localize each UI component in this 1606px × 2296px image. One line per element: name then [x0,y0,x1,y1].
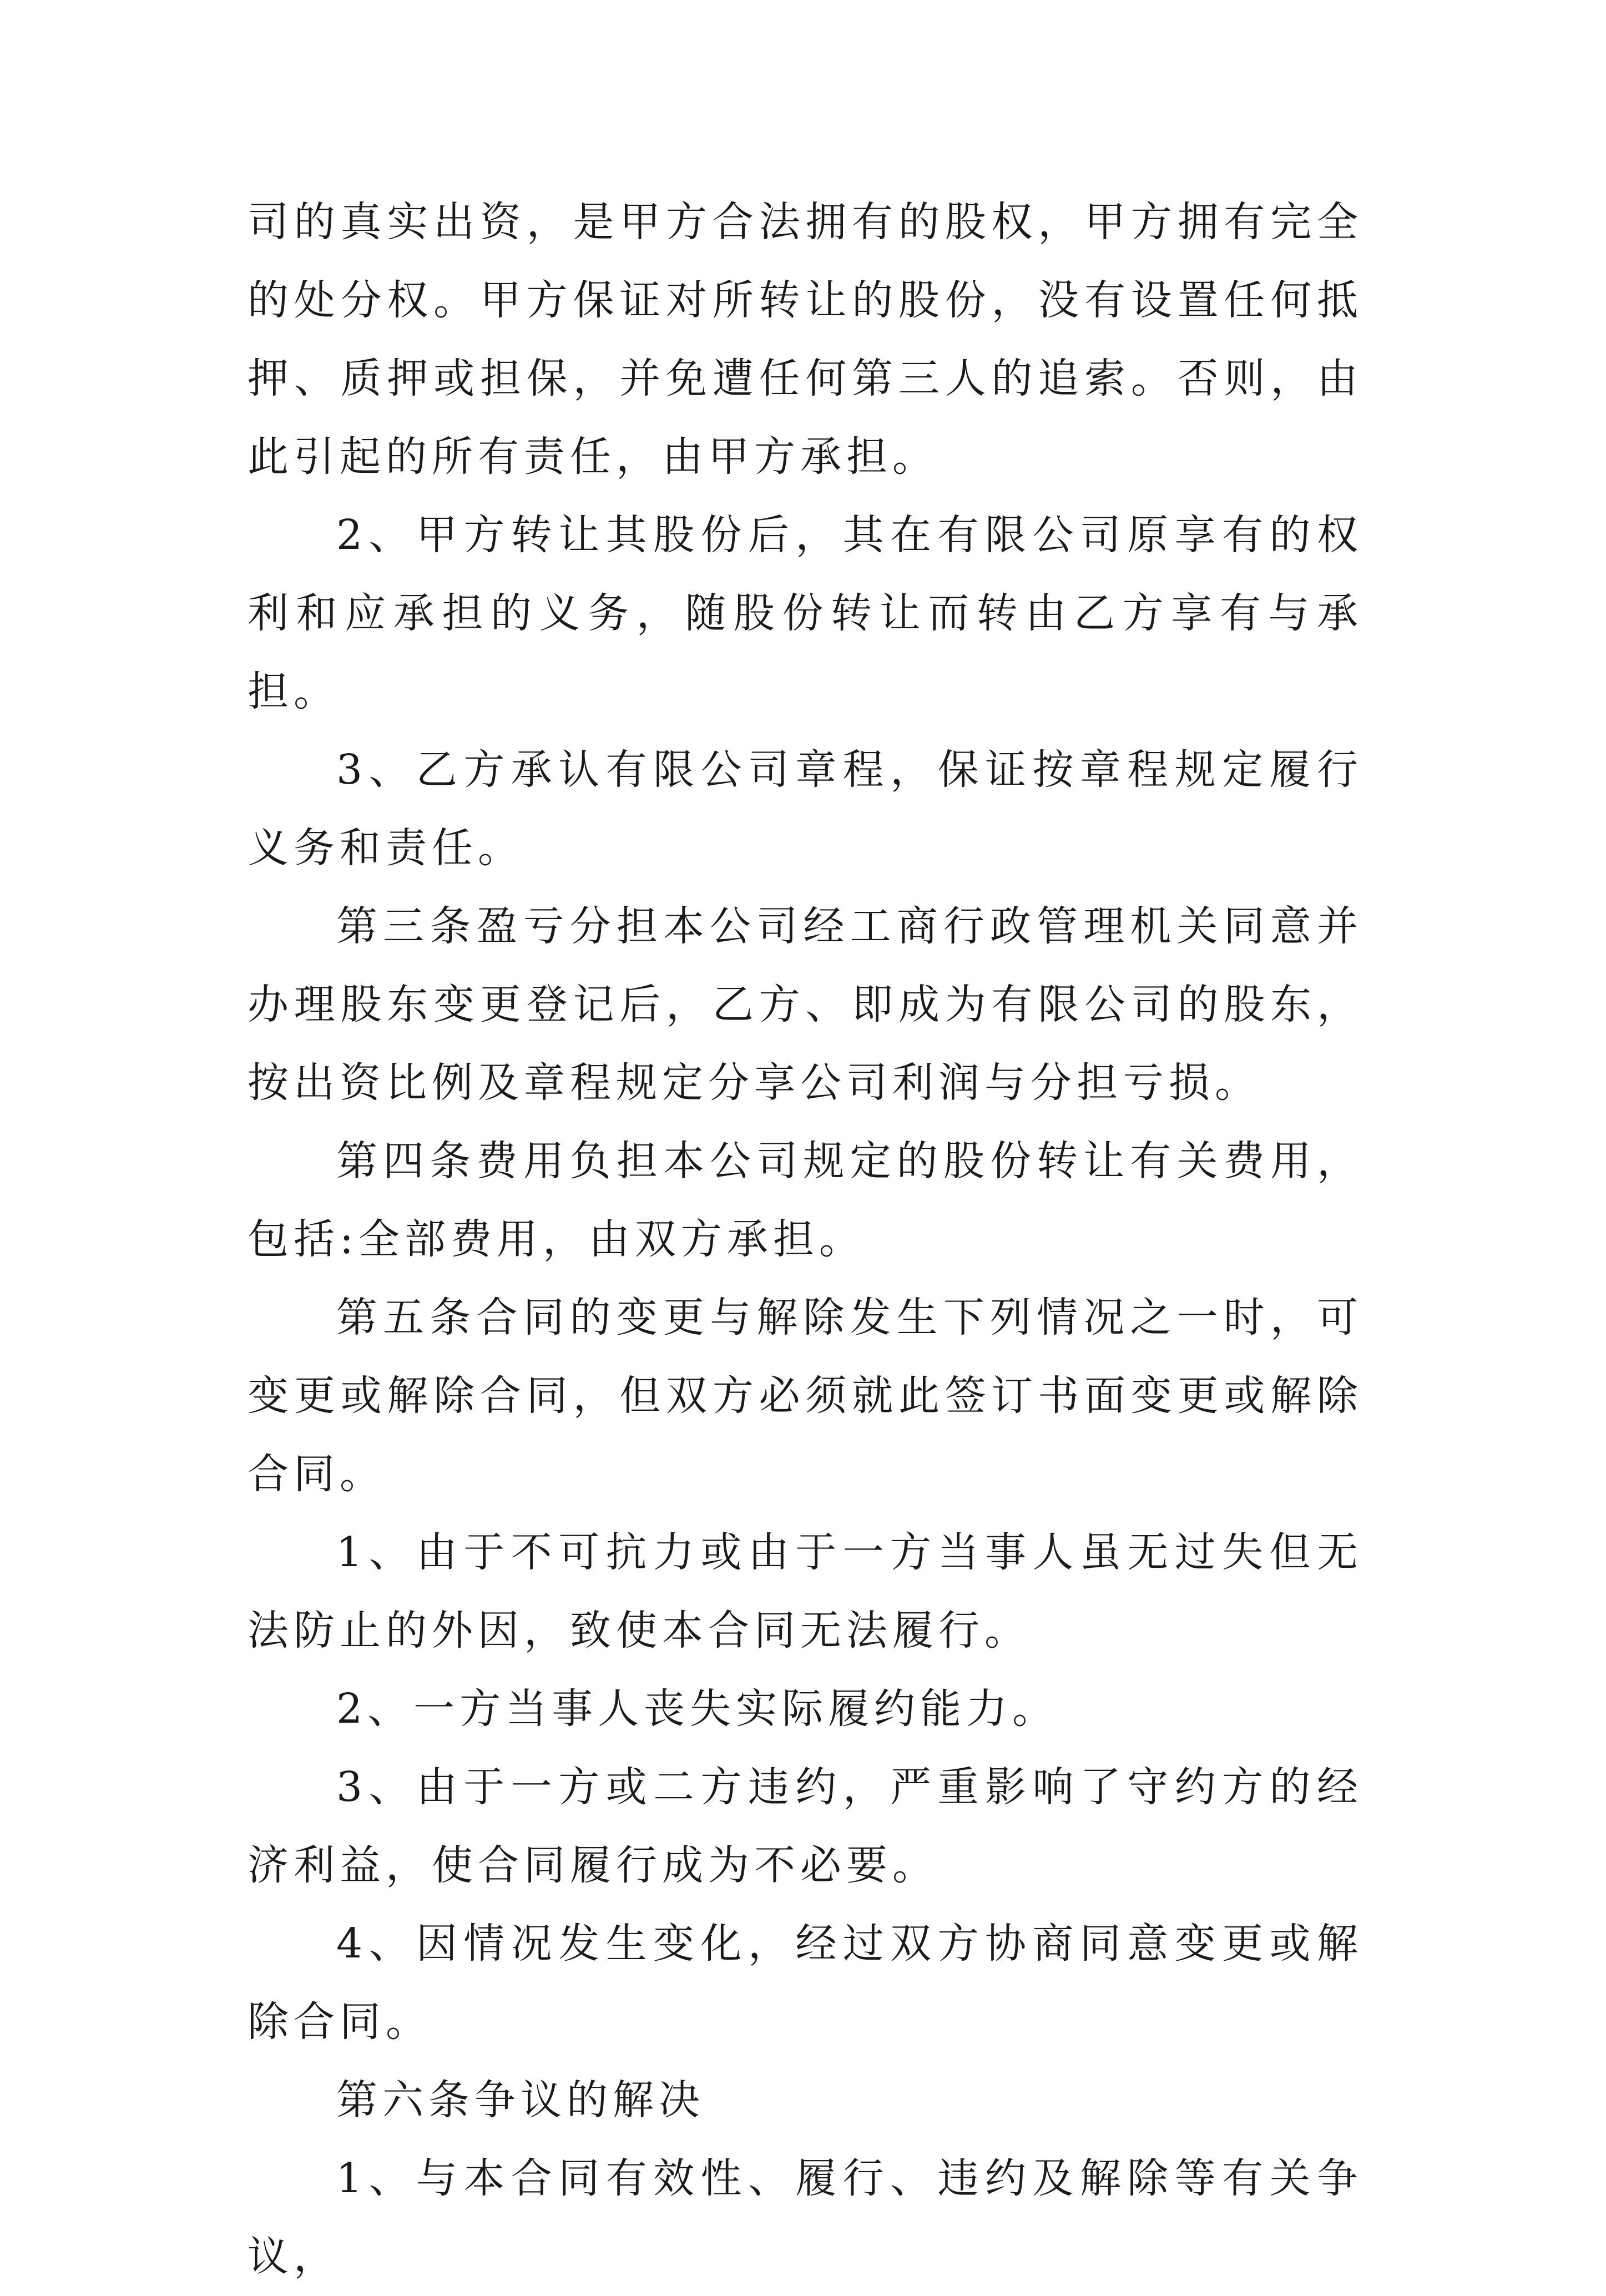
paragraph-force-majeure: 1、由于不可抗力或由于一方当事人虽无过失但无法防止的外因，致使本合同无法履行。 [248,1528,1363,1654]
document-body [248,183,1363,2296]
paragraph-article-6-heading: 第六条争议的解决 [336,2076,705,2124]
paragraph-dispute-scope: 1、与本合同有效性、履行、违约及解除等有关争议， [248,2154,1363,2280]
paragraph-breach: 3、由于一方或二方违约，严重影响了守约方的经济利益，使合同履行成为不必要。 [248,1763,1363,1889]
paragraph-article-5-modification: 第五条合同的变更与解除发生下列情况之一时，可变更或解除合同，但双方必须就此签订书面变更或解除合同。 [248,1294,1363,1498]
paragraph-rights-transfer: 2、甲方转让其股份后，其在有限公司原享有的权利和应承担的义务，随股份转让而转由乙方享有与承担。 [248,511,1363,715]
paragraph-mutual-agreement: 4、因情况发生变化，经过双方协商同意变更或解除合同。 [248,1920,1363,2046]
paragraph-incapacity: 2、一方当事人丧失实际履约能力。 [336,1685,1059,1733]
paragraph-articles-acknowledgement: 3、乙方承认有限公司章程，保证按章程规定履行义务和责任。 [248,746,1363,872]
paragraph-article-3-profit-loss: 第三条盈亏分担本公司经工商行政管理机关同意并办理股东变更登记后，乙方、即成为有限公司的股东，按出资比例及章程规定分享公司利润与分担亏损。 [248,902,1363,1107]
paragraph-article-4-expenses: 第四条费用负担本公司规定的股份转让有关费用，包括:全部费用，由双方承担。 [248,1137,1363,1263]
paragraph-share-warranty: 司的真实出资，是甲方合法拥有的股权，甲方拥有完全的处分权。甲方保证对所转让的股份，没有设置任何抵押、质押或担保，并免遭任何第三人的追索。否则，由此引起的所有责任，由甲方承担。 [248,198,1363,481]
